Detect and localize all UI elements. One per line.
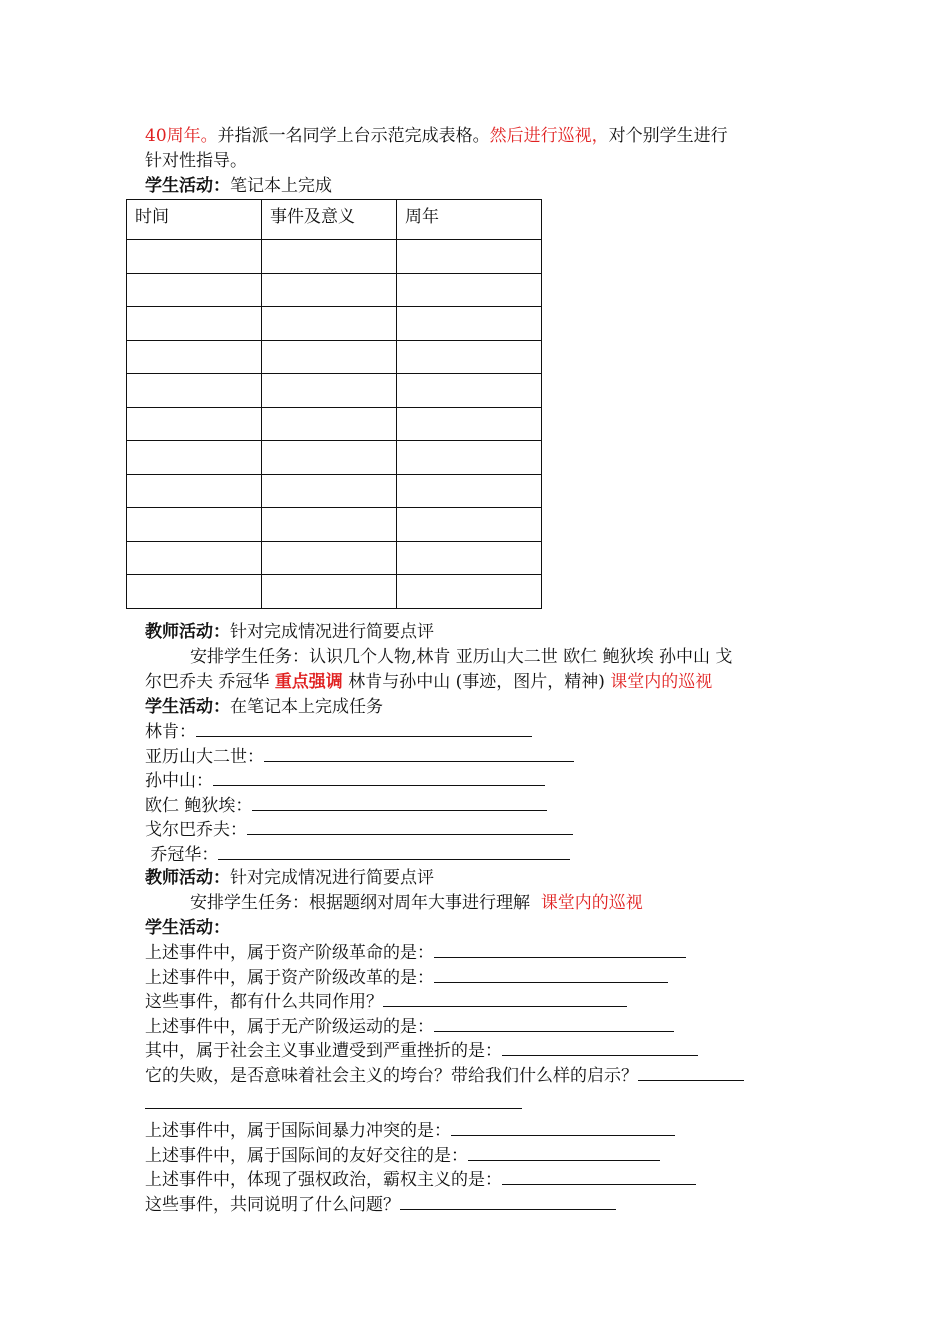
answer-blank[interactable] (383, 989, 627, 1007)
table-cell[interactable] (262, 474, 397, 508)
question-text: 上述事件中，属于资产阶级改革的是： (145, 968, 434, 988)
activity-label: 教师活动： (145, 868, 230, 888)
events-table (126, 199, 542, 609)
answer-blank[interactable] (451, 1118, 675, 1136)
question-item (145, 1063, 744, 1088)
person-label: 孙中山： (145, 771, 213, 791)
question-item (145, 1192, 616, 1217)
teacher-activity-1 (145, 620, 434, 644)
table-cell[interactable] (127, 340, 262, 374)
question-text: 上述事件中，属于资产阶级革命的是： (145, 943, 434, 963)
intro-line-2: 针对性指导。 (145, 151, 247, 171)
question-text: 这些事件，都有什么共同作用？ (145, 992, 383, 1012)
table-row (127, 340, 542, 374)
intro-red-2: 然后进行巡视， (489, 126, 609, 146)
table-cell[interactable] (397, 508, 542, 542)
table-cell[interactable] (262, 575, 397, 609)
table-row (127, 575, 542, 609)
table-cell[interactable] (127, 575, 262, 609)
question-text: 这些事件，共同说明了什么问题？ (145, 1195, 400, 1215)
answer-blank[interactable] (502, 1038, 698, 1056)
question-item (145, 1038, 698, 1063)
question-item (145, 1014, 674, 1039)
question-item (145, 989, 627, 1014)
patrol-note: 课堂内的巡视 (610, 672, 713, 692)
answer-blank[interactable] (638, 1063, 744, 1081)
activity-label: 学生活动： (145, 697, 230, 717)
table-cell[interactable] (397, 307, 542, 341)
table-row (127, 374, 542, 408)
person-lincoln (145, 719, 532, 744)
table-cell[interactable] (397, 240, 542, 274)
answer-blank[interactable] (400, 1192, 616, 1210)
table-cell[interactable] (262, 340, 397, 374)
table-row (127, 240, 542, 274)
question-item (145, 940, 686, 965)
patrol-note: 课堂内的巡视 (540, 893, 643, 913)
question-text: 它的失败，是否意味着社会主义的垮台？带给我们什么样的启示？ (145, 1066, 638, 1086)
table-cell[interactable] (397, 474, 542, 508)
activity-label: 学生活动： (145, 176, 230, 196)
task-1-text-b: 林肯与孙中山 (事迹，图片，精神) (342, 672, 611, 692)
table-cell[interactable] (127, 240, 262, 274)
intro-text-2: 对个别学生进行 (608, 126, 728, 146)
question-text: 上述事件中，属于国际间暴力冲突的是： (145, 1121, 451, 1141)
task-1-line-1: 安排学生任务：认识几个人物,林肯 亚历山大二世 欧仁 鲍狄埃 孙中山 戈 (190, 647, 733, 667)
answer-blank-continuation[interactable] (145, 1108, 522, 1109)
table-cell[interactable] (262, 273, 397, 307)
question-item (145, 1143, 660, 1168)
student-activity-1 (145, 174, 332, 198)
table-row (127, 508, 542, 542)
table-cell[interactable] (127, 374, 262, 408)
answer-blank[interactable] (434, 940, 686, 958)
emphasis-text: 重点强调 (274, 672, 343, 692)
intro-red-1: 40周年。 (145, 126, 218, 146)
answer-blank[interactable] (218, 842, 570, 860)
question-text: 其中，属于社会主义事业遭受到严重挫折的是： (145, 1041, 502, 1061)
table-cell[interactable] (397, 541, 542, 575)
answer-blank[interactable] (468, 1143, 660, 1161)
table-header-anniversary: 周年 (397, 200, 542, 240)
table-row (127, 407, 542, 441)
person-eugene-pottier (145, 793, 547, 818)
student-activity-3 (145, 916, 230, 940)
table-header-event: 事件及意义 (262, 200, 397, 240)
activity-text: 针对完成情况进行简要点评 (230, 622, 434, 642)
activity-text: 笔记本上完成 (230, 176, 332, 196)
question-item (145, 1118, 675, 1143)
activity-text: 针对完成情况进行简要点评 (230, 868, 434, 888)
task-2 (190, 891, 643, 915)
table-cell[interactable] (127, 474, 262, 508)
table-row (127, 441, 542, 475)
person-sun-yat-sen (145, 768, 545, 793)
task-2-text: 安排学生任务：根据题纲对周年大事进行理解 (190, 893, 541, 913)
task-1-line-2 (145, 670, 712, 694)
table-cell[interactable] (397, 441, 542, 475)
activity-label: 教师活动： (145, 622, 230, 642)
teacher-activity-2 (145, 866, 434, 890)
answer-blank[interactable] (247, 817, 573, 835)
person-alexander-ii (145, 744, 574, 769)
question-text: 上述事件中，属于无产阶级运动的是： (145, 1017, 434, 1037)
table-row (127, 307, 542, 341)
answer-blank[interactable] (264, 744, 574, 762)
person-gorbachev (145, 817, 573, 842)
table-cell[interactable] (127, 407, 262, 441)
question-item (145, 965, 668, 990)
person-label: 戈尔巴乔夫： (145, 820, 247, 840)
intro-text-1: 并指派一名同学上台示范完成表格。 (217, 126, 490, 146)
table-header-row (127, 200, 542, 240)
answer-blank[interactable] (252, 793, 547, 811)
table-cell[interactable] (127, 441, 262, 475)
student-activity-2 (145, 695, 383, 719)
table-cell[interactable] (262, 407, 397, 441)
answer-blank[interactable] (213, 768, 545, 786)
table-cell[interactable] (262, 508, 397, 542)
table-row (127, 474, 542, 508)
table-row (127, 541, 542, 575)
person-label: 欧仁 鲍狄埃： (145, 796, 253, 816)
answer-blank[interactable] (502, 1167, 696, 1185)
person-label: 亚历山大二世： (145, 747, 264, 767)
table-cell[interactable] (127, 273, 262, 307)
question-item (145, 1167, 696, 1192)
answer-blank[interactable] (196, 719, 532, 737)
person-label: 林肯： (145, 722, 196, 742)
person-label: 乔冠华： (145, 845, 219, 865)
answer-blank[interactable] (434, 965, 668, 983)
table-cell[interactable] (262, 240, 397, 274)
question-text: 上述事件中，体现了强权政治，霸权主义的是： (145, 1170, 502, 1190)
table-cell[interactable] (262, 541, 397, 575)
person-qiao-guanhua (145, 842, 570, 867)
activity-text: 在笔记本上完成任务 (230, 697, 383, 717)
table-cell[interactable] (127, 508, 262, 542)
table-cell[interactable] (262, 441, 397, 475)
table-cell[interactable] (262, 374, 397, 408)
table-cell[interactable] (397, 273, 542, 307)
table-cell[interactable] (397, 340, 542, 374)
table-cell[interactable] (262, 307, 397, 341)
intro-line-1 (145, 124, 728, 148)
task-1-text-a: 尔巴乔夫 乔冠华 (145, 672, 275, 692)
table-header-time: 时间 (127, 200, 262, 240)
table-cell[interactable] (127, 307, 262, 341)
answer-blank[interactable] (434, 1014, 674, 1032)
table-cell[interactable] (127, 541, 262, 575)
table-cell[interactable] (397, 407, 542, 441)
activity-label: 学生活动： (145, 918, 230, 938)
table-cell[interactable] (397, 374, 542, 408)
question-text: 上述事件中，属于国际间的友好交往的是： (145, 1146, 468, 1166)
table-row (127, 273, 542, 307)
table-cell[interactable] (397, 575, 542, 609)
